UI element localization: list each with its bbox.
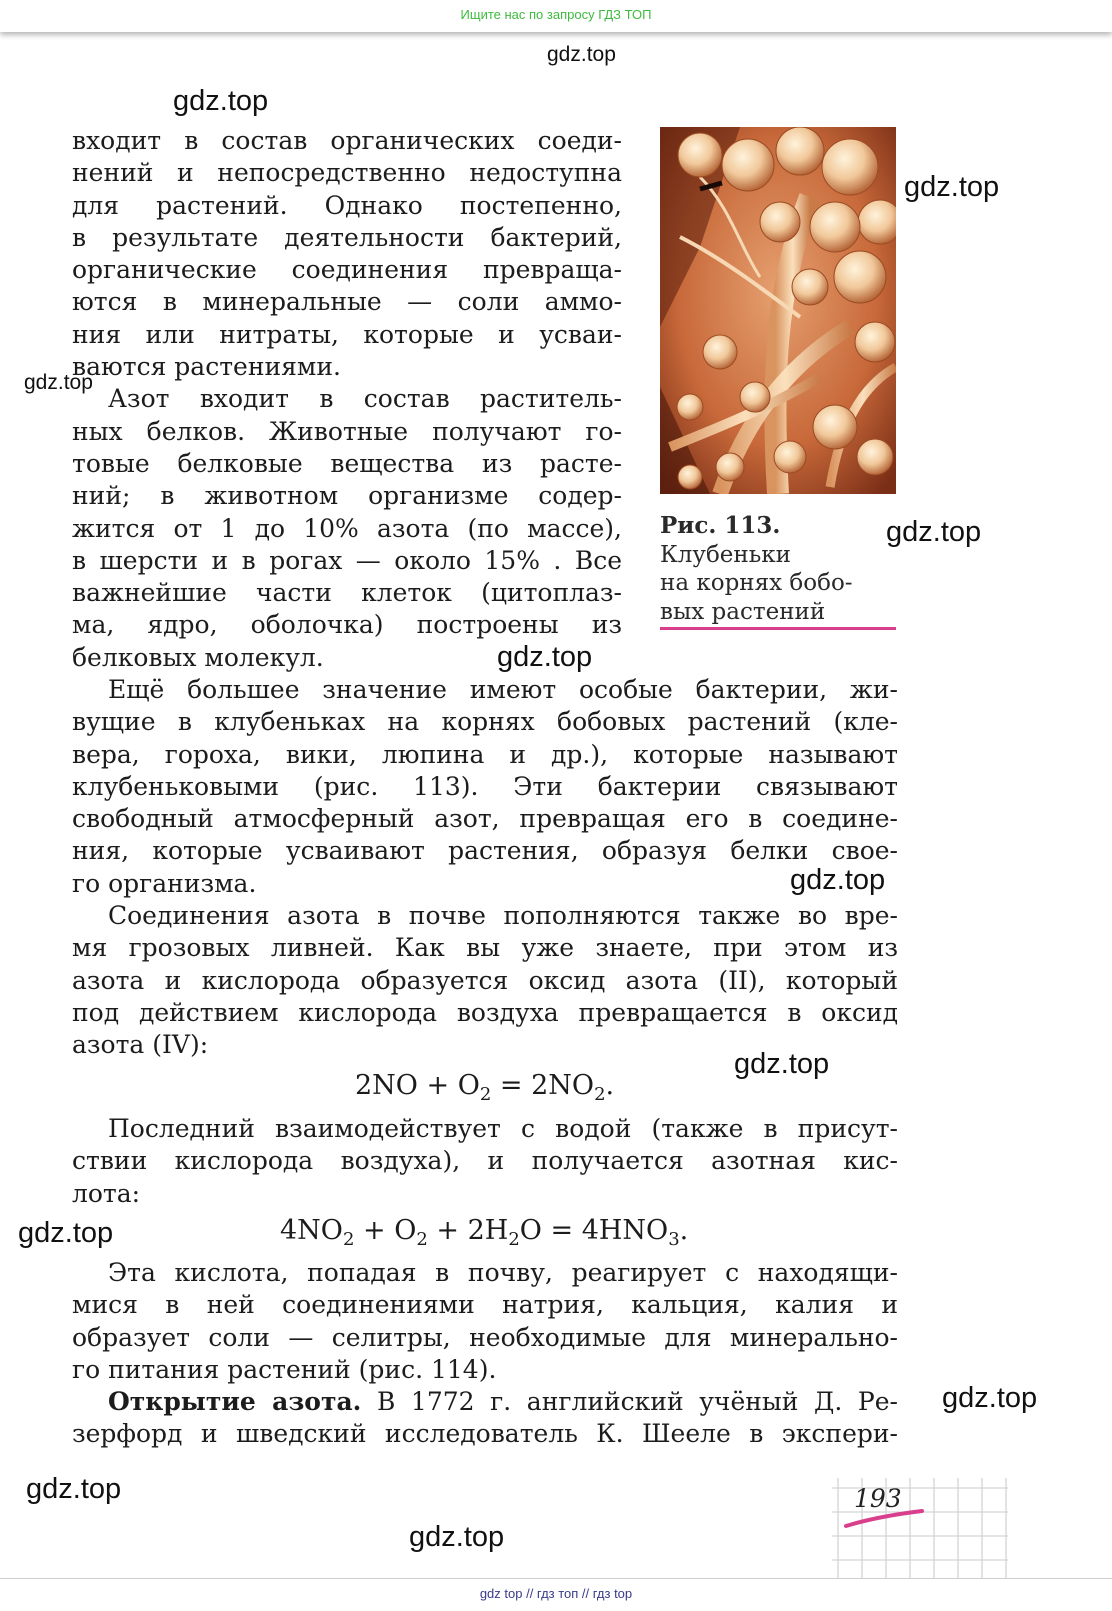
text-line: ваются растениями. — [72, 352, 341, 382]
watermark: gdz.top — [790, 864, 886, 896]
equation-part: 4NO — [280, 1215, 343, 1246]
caption-line: Клубеньки — [660, 541, 791, 568]
watermark: gdz.top — [886, 516, 982, 548]
equation-part: + O — [354, 1215, 417, 1246]
text-line: лота: — [72, 1178, 141, 1208]
watermark: gdz.top — [904, 171, 1000, 203]
text-line: вера, гороха, вики, люпина и др.), которые называют — [72, 739, 898, 769]
text-line: образует соли — селитры, необходимые для минерально- — [72, 1322, 898, 1352]
figure-nodules-photo — [660, 127, 896, 494]
equation-part: + 2H — [427, 1215, 509, 1246]
text-line: мися в ней соединениями натрия, кальция, калия и — [72, 1290, 898, 1320]
text-line: для растений. Однако постепенно, — [72, 190, 622, 220]
text-line: азота (IV): — [72, 1030, 209, 1060]
text-line: ются в минеральные — соли аммо- — [72, 287, 622, 317]
caption-underline — [660, 627, 896, 630]
watermark: gdz.top — [942, 1382, 1038, 1414]
text-line: в результате деятельности бактерий, — [72, 222, 622, 252]
text-line: Последний взаимодействует с водой (также в присут- — [108, 1114, 898, 1143]
text-line: го питания растений (рис. 114). — [72, 1354, 497, 1384]
caption-line: на корнях бобо- — [660, 570, 853, 596]
text-line: азота и кислорода образуется оксид азота (II), который — [72, 965, 898, 995]
text-line: входит в состав органических соеди- — [72, 126, 622, 155]
subscript: 3 — [668, 1229, 680, 1250]
watermark: gdz.top — [18, 1217, 114, 1249]
top-banner-text: Ищите нас по запросу ГДЗ ТОП — [460, 7, 652, 22]
text-line: под действием кислорода воздуха превращается в оксид — [72, 997, 898, 1027]
paragraph-saltpeter — [72, 1257, 898, 1386]
text-line: органические соединения превраща- — [72, 255, 622, 285]
text-line: ния, которые усваивают растения, образуя белки свое- — [72, 836, 898, 866]
equation-part: O = 4HNO — [519, 1215, 669, 1246]
top-banner — [0, 0, 1112, 32]
paragraph-intro — [72, 125, 622, 383]
text-line: ма, ядро, оболочка) построены из — [72, 610, 622, 640]
text-line: Азот входит в состав раститель- — [108, 384, 622, 414]
watermark: gdz.top — [173, 85, 269, 117]
watermark: gdz.top — [547, 43, 616, 66]
subscript: 2 — [508, 1229, 520, 1250]
text-line: важнейшие части клеток (цитоплаз- — [72, 578, 622, 608]
text-line: товые белковые вещества из расте- — [72, 448, 622, 478]
text-line: белковых молекул. — [72, 642, 324, 672]
text-line: клубеньковыми (рис. 113). Эти бактерии связывают — [72, 771, 898, 801]
paragraph-discovery — [72, 1386, 898, 1451]
text-line: ний; в животном организме содер- — [72, 481, 622, 511]
text-line: ния или нитраты, которые и усваи- — [72, 319, 622, 349]
watermark: gdz.top — [24, 371, 93, 394]
equation-part: 2NO + O — [355, 1070, 480, 1101]
page-number-box — [832, 1478, 1008, 1578]
bottom-banner-text: gdz top // гдз топ // гдз top — [479, 1586, 633, 1601]
text-line: в шерсти и в рогах — около 15% . Все — [72, 545, 622, 575]
text-line: Ещё большее значение имеют особые бактерии, жи- — [108, 675, 898, 704]
text-line: свободный атмосферный азот, превращая его в соедине- — [72, 804, 898, 834]
watermark: gdz.top — [734, 1048, 830, 1080]
text-line: Соединения азота в почве пополняются также во вре- — [108, 901, 898, 930]
text-line: Эта кислота, попадая в почву, реагирует с находящи- — [108, 1258, 898, 1287]
figure-caption — [660, 512, 896, 626]
caption-line: вых растений — [660, 598, 826, 625]
paragraph-acid — [72, 1113, 898, 1210]
bottom-banner — [0, 1578, 1112, 1611]
text-line: жится от 1 до 10% азота (по массе), — [72, 513, 622, 543]
equation-part: . — [679, 1215, 689, 1246]
equation-no2 — [355, 1072, 614, 1104]
subscript: 2 — [594, 1084, 606, 1105]
subscript: 2 — [416, 1229, 428, 1250]
text-line: ных белков. Животные получают го- — [72, 416, 622, 446]
page-number: 193 — [854, 1484, 902, 1513]
equation-part: . — [605, 1070, 615, 1101]
subscript: 2 — [479, 1084, 492, 1105]
text-line: го организма. — [72, 868, 257, 898]
watermark: gdz.top — [409, 1521, 505, 1553]
equation-hno3 — [280, 1217, 688, 1249]
text-line — [72, 1386, 898, 1418]
text-line: мя грозовых ливней. Как вы уже знаете, при этом из — [72, 933, 898, 963]
equation-part: = 2NO — [491, 1070, 595, 1101]
text-line: вущие в клубеньках на корнях бобовых растений (кле- — [72, 707, 898, 737]
paragraph-protein — [72, 383, 622, 674]
subscript: 2 — [342, 1229, 355, 1250]
text-line: зерфорд и шведский исследователь К. Шееле в экспери- — [72, 1419, 898, 1449]
nodules-illustration — [660, 127, 896, 494]
watermark: gdz.top — [26, 1473, 122, 1505]
figure-number: Рис. 113. — [660, 512, 781, 539]
section-heading: Открытие азота. — [108, 1387, 362, 1416]
text-line: нений и непосредственно недоступна — [72, 158, 622, 188]
paragraph-storms — [72, 900, 898, 1061]
paragraph-bacteria — [72, 674, 898, 900]
watermark: gdz.top — [497, 641, 593, 673]
text-run: В 1772 г. английский учёный Д. Ре- — [361, 1387, 898, 1416]
text-line: ствии кислорода воздуха), и получается азотная кис- — [72, 1146, 898, 1176]
